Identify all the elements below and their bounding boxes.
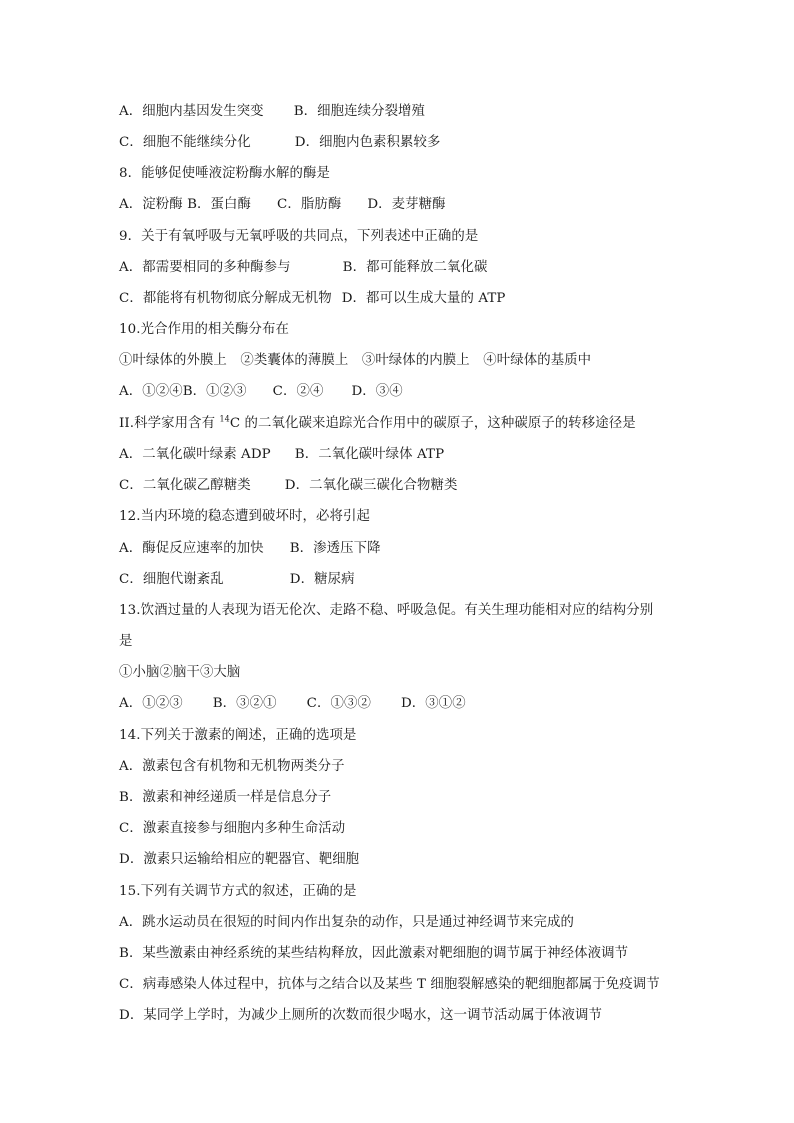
q15-option-b: B．某些激素由神经系统的某些结构释放，因此激素对靶细胞的调节属于神经体液调节	[119, 946, 629, 961]
q14-stem: 14.下列关于激素的阐述，正确的选项是	[119, 728, 357, 743]
q8-option-ab: A．淀粉酶 B．蛋白酶	[119, 197, 251, 212]
q10-options-row	[119, 382, 403, 402]
q9-options-row-2	[119, 289, 506, 309]
q15-stem: 15.下列有关调节方式的叙述，正确的是	[119, 884, 357, 899]
q12-option-a: A．酶促反应速率的加快	[119, 541, 264, 556]
q11-isotope-superscript: 14	[219, 414, 230, 424]
q11-stem-suffix: C 的二氧化碳来追踪光合作用中的碳原子，这种碳原子的转移途径是	[229, 416, 636, 431]
q14-option-d: D．激素只运输给相应的靶器官、靶细胞	[119, 852, 360, 867]
q13-option-c: C．①③②	[306, 696, 371, 711]
q11-option-a: A．二氧化碳叶绿素 ADP	[119, 447, 271, 462]
q13-items: ①小脑②脑干③大脑	[119, 665, 241, 680]
q7-options-row-2	[119, 133, 441, 153]
q13-stem-line-2: 是	[119, 634, 133, 649]
q14-option-a: A．激素包含有机物和无机物两类分子	[119, 759, 345, 774]
q7-option-a: A．细胞内基因发生突变	[119, 104, 264, 119]
q9-options-row-1	[119, 258, 488, 278]
q12-option-d: D．糖尿病	[289, 572, 355, 587]
q12-options-row-1	[119, 539, 381, 559]
q15-option-a: A．跳水运动员在很短的时间内作出复杂的动作，只是通过神经调节来完成的	[119, 915, 574, 930]
q13-option-a: A．①②③	[119, 696, 183, 711]
q11-option-c: C．二氧化碳乙醇糖类	[119, 478, 251, 493]
q8-options-row	[119, 195, 446, 215]
q14-option-c: C．激素直接参与细胞内多种生命活动	[119, 821, 346, 836]
q13-stem-line-1: 13.饮酒过量的人表现为语无伦次、走路不稳、呼吸急促。有关生理功能相对应的结构分别	[119, 603, 654, 618]
q13-option-b: B．③②①	[212, 696, 277, 711]
q11-stem-prefix: II.科学家用含有	[119, 416, 220, 431]
q11-option-b: B．二氧化碳叶绿体 ATP	[294, 447, 445, 462]
q8-option-c: C．脂肪酶	[277, 197, 342, 212]
q10-option-d: D．③④	[351, 384, 403, 399]
q9-option-c: C．都能将有机物彻底分解成无机物	[119, 291, 332, 306]
q9-stem: 9．关于有氧呼吸与无氧呼吸的共同点，下列表述中正确的是	[119, 229, 479, 244]
q9-option-b: B．都可能释放二氧化碳	[342, 260, 488, 275]
q15-option-d: D．某同学上学时，为减少上厕所的次数而很少喝水，这一调节活动属于体液调节	[119, 1008, 603, 1023]
q13-option-d: D．③①②	[400, 696, 466, 711]
q10-option-c: C．②④	[272, 384, 324, 399]
q10-items: ①叶绿体的外膜上 ②类囊体的薄膜上 ③叶绿体的内膜上 ④叶绿体的基质中	[119, 353, 592, 368]
q10-stem: 10.光合作用的相关酶分布在	[119, 322, 289, 337]
q13-options-row	[119, 694, 466, 714]
q7-option-b: B．细胞连续分裂增殖	[293, 104, 426, 119]
q8-stem: 8．能够促使唾液淀粉酶水解的酶是	[119, 166, 330, 181]
q7-option-c: C．细胞不能继续分化	[119, 135, 251, 150]
q7-option-d: D．细胞内色素积累较多	[294, 135, 441, 150]
q10-option-ab: A．①②④B．①②③	[119, 384, 247, 399]
q15-option-c: C．病毒感染人体过程中，抗体与之结合以及某些 T 细胞裂解感染的靶细胞都属于免疫调节	[119, 977, 660, 992]
q11-stem	[119, 414, 636, 434]
q11-options-row-2	[119, 476, 458, 496]
q12-option-c: C．细胞代谢紊乱	[119, 572, 224, 587]
q12-option-b: B．渗透压下降	[289, 541, 381, 556]
q11-option-d: D．二氧化碳三碳化合物糖类	[284, 478, 458, 493]
q9-option-a: A．都需要相同的多种酶参与	[119, 260, 291, 275]
q14-option-b: B．激素和神经递质一样是信息分子	[119, 790, 332, 805]
q9-option-d: D．都可以生成大量的 ATP	[341, 291, 506, 306]
q11-options-row-1	[119, 445, 444, 465]
q12-options-row-2	[119, 570, 355, 590]
q8-option-d: D．麦芽糖酶	[367, 197, 446, 212]
q7-options-row-1	[119, 102, 425, 122]
q12-stem: 12.当内环境的稳态遭到破坏时，必将引起	[119, 509, 370, 524]
